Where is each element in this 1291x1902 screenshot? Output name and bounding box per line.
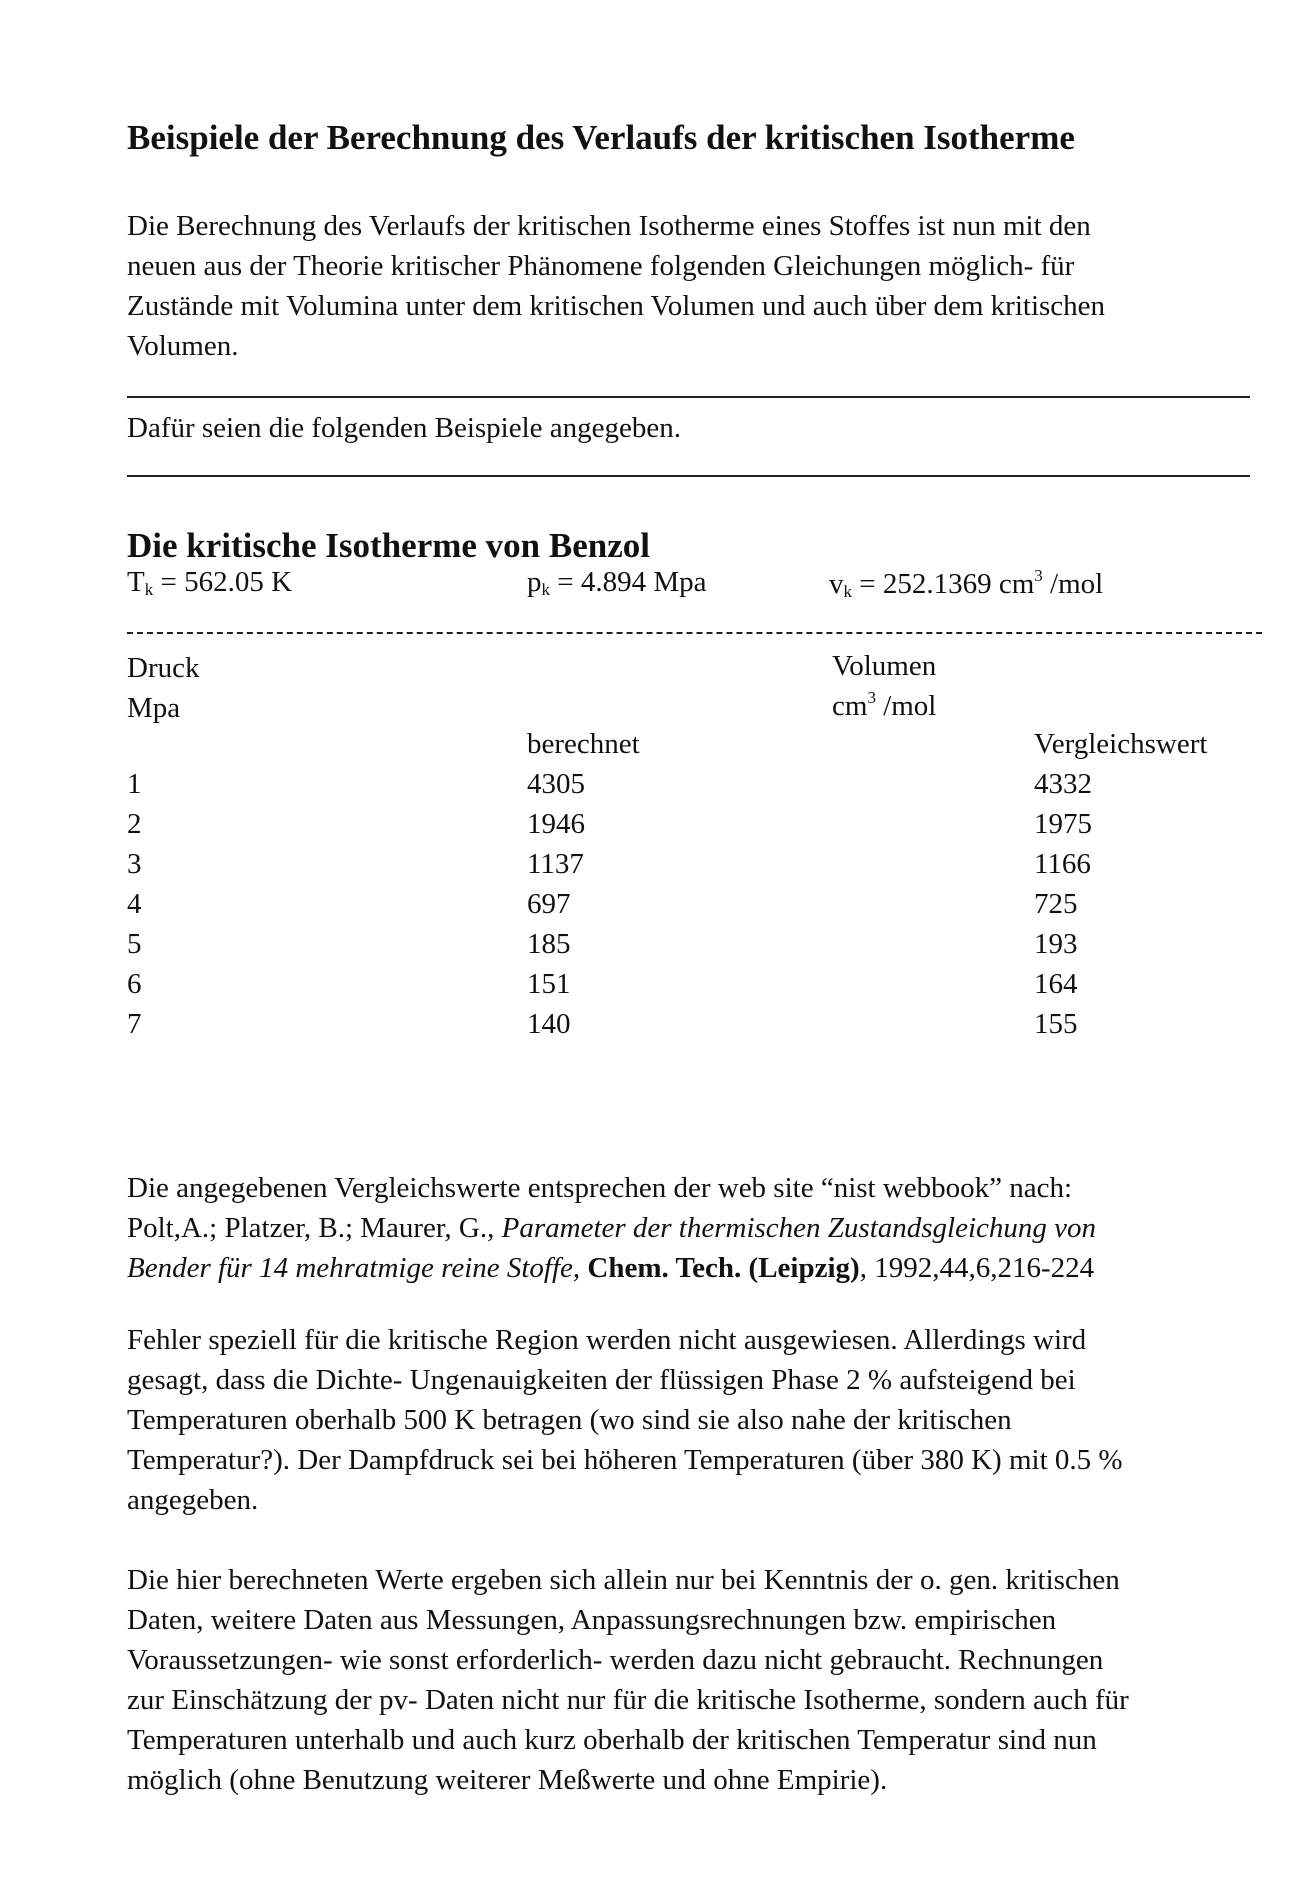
volume-header: Volumen <box>832 650 937 682</box>
table-cell-pressure: 6 <box>127 968 142 1000</box>
table-cell-ref: 1166 <box>1034 848 1091 880</box>
final-line: Temperaturen unterhalb und auch kurz oberhalb der kritischen Temperatur sind nun <box>127 1724 1097 1756</box>
table-cell-pressure: 2 <box>127 808 142 840</box>
tk-symbol: T <box>127 566 145 598</box>
critical-volume <box>829 566 1103 602</box>
table-cell-calc: 151 <box>527 968 571 1000</box>
pressure-unit: Mpa <box>127 692 181 724</box>
vk-unit: /mol <box>1042 568 1104 600</box>
final-line: Voraussetzungen- wie sonst erforderlich- werden dazu nicht gebraucht. Rechnungen <box>127 1644 1104 1676</box>
vk-symbol: v <box>829 568 844 600</box>
section-title: Die kritische Isotherme von Benzol <box>127 526 650 565</box>
vk-value: = 252.1369 cm <box>852 568 1035 600</box>
tk-value: = 562.05 K <box>153 566 293 598</box>
table-cell-calc: 1137 <box>527 848 584 880</box>
reference-line: Die angegebenen Vergleichswerte entsprechen der web site “nist webbook” nach: <box>127 1172 1073 1204</box>
calc-header: berechnet <box>527 728 640 760</box>
volume-unit-base: cm <box>832 690 868 722</box>
final-line: möglich (ohne Benutzung weiterer Meßwerte und ohne Empirie). <box>127 1764 888 1796</box>
errors-line: angegeben. <box>127 1484 259 1516</box>
table-cell-pressure: 3 <box>127 848 142 880</box>
table-cell-ref: 164 <box>1034 968 1078 1000</box>
page-title: Beispiele der Berechnung des Verlaufs der kritischen Isotherme <box>127 118 1075 157</box>
table-cell-ref: 1975 <box>1034 808 1092 840</box>
table-cell-calc: 4305 <box>527 768 585 800</box>
reference-line <box>127 1248 1277 1288</box>
divider-top <box>127 396 1250 398</box>
final-line: Daten, weitere Daten aus Messungen, Anpassungsrechnungen bzw. empirischen <box>127 1604 1057 1636</box>
table-cell-calc: 185 <box>527 928 571 960</box>
reference-authors: Polt,A.; Platzer, B.; Maurer, G., <box>127 1212 502 1244</box>
intro-line: Die Berechnung des Verlaufs der kritischen Isotherme eines Stoffes ist nun mit den <box>127 210 1091 242</box>
reference-line <box>127 1208 1277 1248</box>
table-cell-calc: 1946 <box>527 808 585 840</box>
table-cell-ref: 155 <box>1034 1008 1078 1040</box>
pk-symbol: p <box>527 566 542 598</box>
table-cell-pressure: 1 <box>127 768 142 800</box>
critical-pressure <box>527 566 707 600</box>
table-cell-pressure: 4 <box>127 888 142 920</box>
errors-line: Fehler speziell für die kritische Region werden nicht ausgewiesen. Allerdings wird <box>127 1324 1087 1356</box>
intro-line: Volumen. <box>127 330 239 362</box>
table-cell-pressure: 5 <box>127 928 142 960</box>
table-cell-pressure: 7 <box>127 1008 142 1040</box>
volume-unit-superscript: 3 <box>867 688 876 707</box>
volume-unit <box>832 688 936 723</box>
errors-line: Temperaturen oberhalb 500 K betragen (wo sind sie also nahe der kritischen <box>127 1404 1012 1436</box>
intro-paragraph <box>127 206 1277 366</box>
intro-line: Zustände mit Volumina unter dem kritischen Volumen und auch über dem kritischen <box>127 290 1106 322</box>
reference-title-part1: Parameter der thermischen Zustandsgleichung von <box>501 1212 1097 1244</box>
reference-title-part2: Bender für 14 mehratmige reine Stoffe, <box>127 1252 581 1284</box>
tk-subscript: k <box>144 580 154 599</box>
final-line: Die hier berechneten Werte ergeben sich allein nur bei Kenntnis der o. gen. kritischen <box>127 1564 1120 1596</box>
dashed-divider <box>127 632 1262 634</box>
examples-note: Dafür seien die folgenden Beispiele angegeben. <box>127 412 682 444</box>
errors-line: gesagt, dass die Dichte- Ungenauigkeiten der flüssigen Phase 2 % aufsteigend bei <box>127 1364 1076 1396</box>
critical-temperature <box>127 566 292 600</box>
divider-bottom <box>127 475 1250 477</box>
final-paragraph <box>127 1560 1277 1800</box>
errors-line: Temperatur?). Der Dampfdruck sei bei höheren Temperaturen (über 380 K) mit 0.5 % <box>127 1444 1123 1476</box>
reference-paragraph <box>127 1168 1277 1288</box>
pk-value: = 4.894 Mpa <box>550 566 707 598</box>
pressure-header: Druck <box>127 652 200 684</box>
errors-paragraph <box>127 1320 1277 1520</box>
reference-volume: , 1992,44,6,216-224 <box>859 1252 1095 1284</box>
reference-journal: Chem. Tech. (Leipzig) <box>580 1252 860 1284</box>
table-cell-ref: 193 <box>1034 928 1078 960</box>
table-cell-ref: 725 <box>1034 888 1078 920</box>
ref-header: Vergleichswert <box>1034 728 1208 760</box>
table-cell-calc: 140 <box>527 1008 571 1040</box>
vk-subscript: k <box>843 582 852 601</box>
intro-line: neuen aus der Theorie kritischer Phänomene folgenden Gleichungen möglich- für <box>127 250 1075 282</box>
vk-superscript: 3 <box>1034 566 1043 585</box>
final-line: zur Einschätzung der pv- Daten nicht nur für die kritische Isotherme, sondern auch für <box>127 1684 1129 1716</box>
volume-unit-rest: /mol <box>875 690 937 722</box>
pk-subscript: k <box>541 580 550 599</box>
table-cell-calc: 697 <box>527 888 571 920</box>
table-cell-ref: 4332 <box>1034 768 1092 800</box>
